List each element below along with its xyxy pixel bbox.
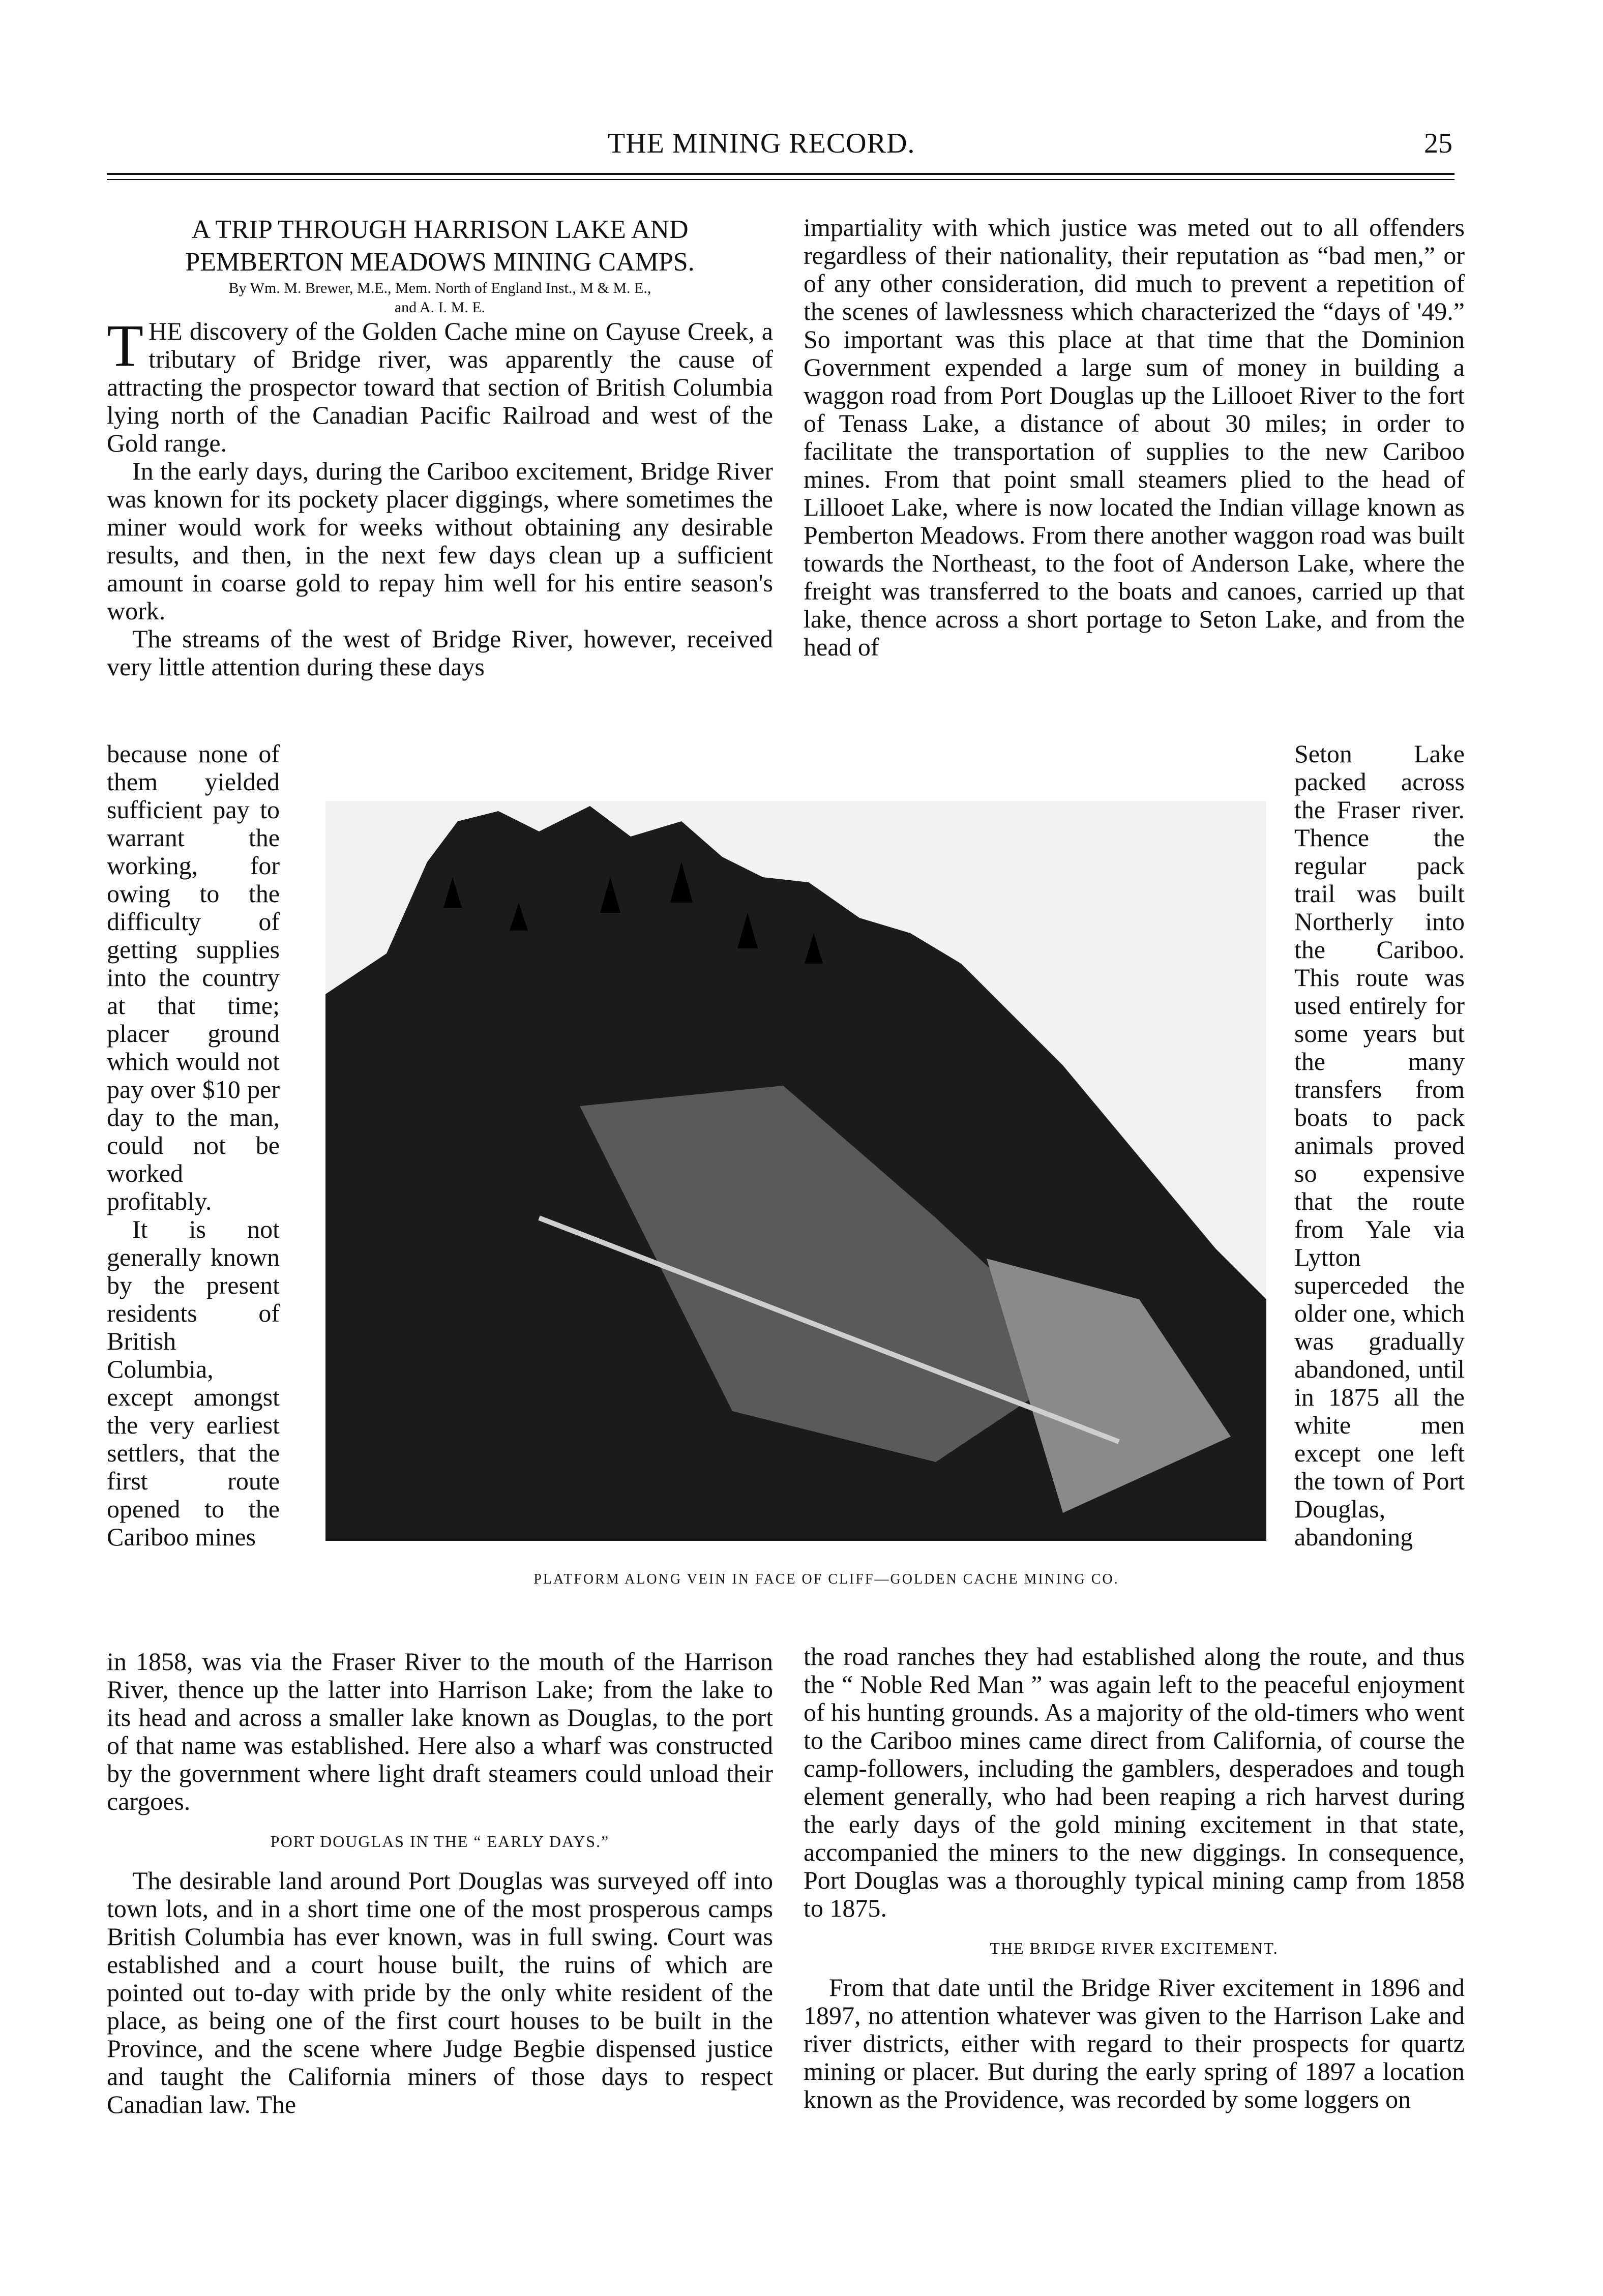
paragraph-3-start: The streams of the west of Bridge River, however, received very little attention during these days [107,624,773,681]
cliff-photo-image [325,801,1266,1541]
paragraph-4-narrow: It is not generally known by the present residents of British Columbia, except amongst the very earliest settlers, that the first route opened to the Cariboo mines [107,1215,280,1551]
header-rule [107,173,1454,175]
running-head [0,127,1603,168]
article-title-line1: A TRIP THROUGH HARRISON LAKE AND [191,215,689,244]
paragraph-6-rest: the road ranches they had established along the route, and thus the “ Noble Red Man ” was again left to the peaceful enjoyment of his hunting grounds. As a majority of the old-timers who went to the Cariboo mines came direct from California, of course the camp-followers, including the gamblers, desperadoes and tough element generally, who had been reaping a rich harvest during the early days of the gold mining excitement in that state, accompanied the miners to the new diggings. In consequence, Port Douglas was a thoroughly typical mining camp from 1858 to 1875. [804,1642,1465,1922]
paragraph-4-rest: in 1858, was via the Fraser River to the mouth of the Harrison River, thence up the latter into Harrison Lake; from the lake to its head and across a smaller lake known as Douglas, to the port of that name was established. Here also a wharf was constructed by the government where light draft steamers could unload their cargoes. [107,1647,773,1815]
paragraph-2: In the early days, during the Cariboo excitement, Bridge River was known for its pockety placer diggings, where sometimes the miner would work for weeks without obtaining any desirable results, and then, in the next few days clean up a sufficient amount in coarse gold to repay him well for his entire season's work. [107,457,773,625]
photo-caption: PLATFORM ALONG VEIN IN FACE OF CLIFF—GOLDEN CACHE MINING CO. [533,1571,1119,1587]
left-narrow-column [107,740,280,1551]
paragraph-5: The desirable land around Port Douglas was surveyed off into town lots, and in a short time one of the most prosperous camps British Columbia has ever known, was in full swing. Court was established and a court house built, the ruins of which are pointed out to-day with pride by the only white resident of the place, as being one of the first court houses to be built in the Province, and the scene where Judge Begbie dispensed justice and taught the California miners of those days to respect Canadian law. The [107,1866,773,2119]
header-rule-thin [107,179,1454,180]
left-column-top [107,214,773,681]
byline-line2: and A. I. M. E. [394,299,486,316]
paragraph-1-text: HE discovery of the Golden Cache mine on Cayuse Creek, a tributary of Bridge river, was apparently the cause of attracting the prospector toward that section of British Columbia lying north of the Canadian Pacific Railroad and west of the Gold range. [107,317,773,457]
subhead-bridge-river: THE BRIDGE RIVER EXCITEMENT. [990,1939,1279,1957]
journal-title: THE MINING RECORD. [608,128,915,159]
page-number: 25 [1424,128,1452,159]
paragraph-6-narrow: Seton Lake packed across the Fraser river. Thence the regular pack trail was built Northerly into the Cariboo. This route was used entirely for some years but the many transfers from boats to pack animals proved so expensive that the route from Yale via Lytton superceded the older one, which was gradually abandoned, until in 1875 all the white men except one left the town of Port Douglas, abandoning [1294,739,1465,1551]
byline [107,279,773,317]
paragraph-1 [107,312,773,457]
right-narrow-column [1294,740,1465,1551]
article-title-line2: PEMBERTON MEADOWS MINING CAMPS. [185,248,695,277]
article-title [107,214,773,279]
paragraph-7: From that date until the Bridge River excitement in 1896 and 1897, no attention whatever was given to the Harrison Lake and river districts, either with regard to their prospects for quartz mining or placer. But during the early spring of 1897 a location known as the Providence, was recorded by some loggers on [804,1973,1465,2113]
right-column-top [804,214,1465,661]
paragraph-3-narrow: because none of them yielded sufficient pay to warrant the working, for owing to the difficulty of getting supplies into the country at that time; placer ground which would not pay over $10 per day to the man, could not be worked profitably. [107,739,280,1215]
cliff-photograph [325,801,1266,1541]
paragraph-6: impartiality with which justice was meted out to all offenders regardless of their nationality, their reputation as “bad men,” or of any other consideration, did much to prevent a repetition of the scenes of lawlessness which characterized the “days of '49.” So important was this place at that time that the Dominion Government expended a large sum of money in building a waggon road from Port Douglas up the Lillooet River to the fort of Tenass Lake, a distance of about 30 miles; in order to facilitate the transportation of supplies to the new Cariboo mines. From that point small steamers plied to the head of Lillooet Lake, where is now located the Indian village known as Pemberton Meadows. From there another waggon road was built towards the Northeast, to the foot of Anderson Lake, where the freight was transferred to the boats and canoes, carried up that lake, thence across a short portage to Seton Lake, and from the head of [804,213,1465,661]
subhead-port-douglas: PORT DOUGLAS IN THE “ EARLY DAYS.” [270,1832,610,1851]
left-column-lower [107,1648,773,2119]
right-column-lower [804,1643,1465,2113]
byline-line1: By Wm. M. Brewer, M.E., Mem. North of England Inst., M & M. E., [228,280,651,296]
drop-cap: T [107,312,144,379]
